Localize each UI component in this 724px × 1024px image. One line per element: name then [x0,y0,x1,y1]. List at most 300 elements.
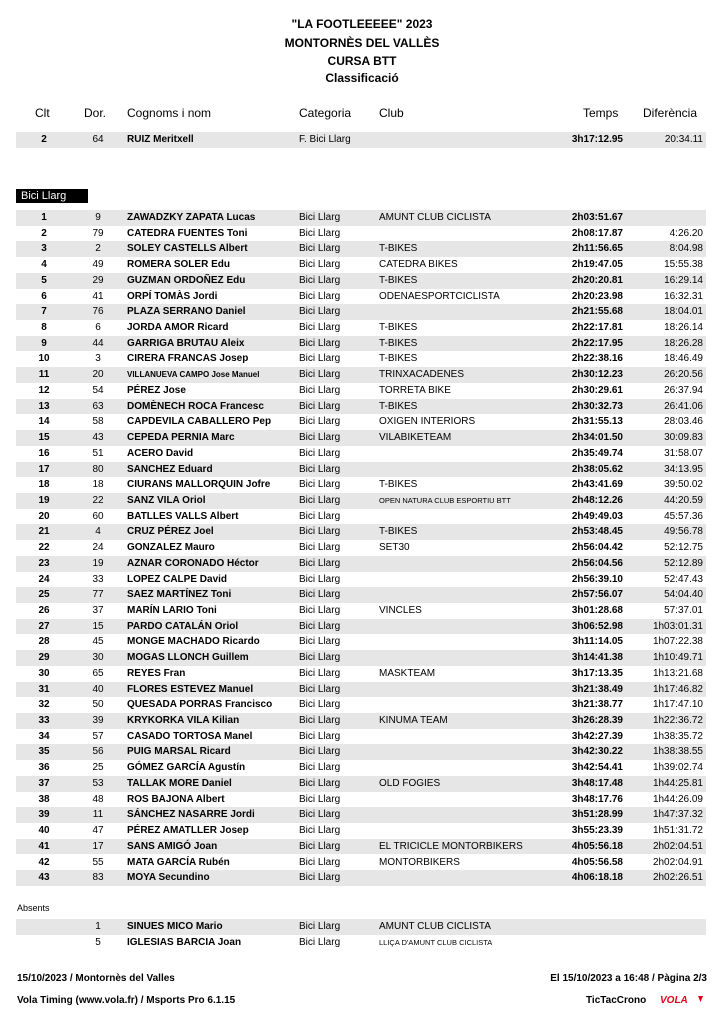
cell-diff: 45:57.36 [664,510,703,522]
cell-dor: 76 [92,306,104,318]
cell-name: GARRIGA BRUTAU Aleix [127,337,245,349]
cell-club: T-BIKES [379,243,418,255]
cell-dor: 4 [95,526,101,538]
section-label: Bici Llarg [16,189,88,203]
cell-dor: 29 [92,274,104,286]
cell-clt: 17 [38,463,50,475]
cell-clt: 26 [38,605,50,616]
cell-cat: Bici Llarg [299,416,341,428]
cell-time: 2h31:55.13 [571,416,623,428]
cell-club: VILABIKETEAM [379,432,452,444]
table-row [16,839,706,855]
cell-diff: 52:12.89 [664,557,703,569]
cell-cat: Bici Llarg [299,746,341,758]
cell-time: 2h22:17.95 [571,337,623,349]
table-row [16,807,706,823]
cell-time: 3h42:54.41 [571,762,623,774]
table-row [16,713,706,729]
cell-club: T-BIKES [379,353,418,365]
cell-cat: Bici Llarg [299,259,341,271]
cell-time: 2h19:47.05 [571,259,623,271]
cell-diff: 1h44:25.81 [652,777,703,789]
cell-diff: 49:56.78 [664,526,703,538]
cell-cat: Bici Llarg [299,400,341,412]
cell-cat: Bici Llarg [299,715,341,727]
cell-club: AMUNT CLUB CICLISTA [379,921,491,932]
cell-dor: 19 [92,557,104,569]
cell-time: 3h51:28.99 [571,809,623,821]
cell-dor: 56 [92,746,104,758]
cell-cat: Bici Llarg [299,762,341,774]
table-row [16,870,706,886]
cell-name: FLORES ESTEVEZ Manuel [127,683,254,695]
cell-diff: 28:03.46 [664,416,703,428]
cell-cat: Bici Llarg [299,589,341,601]
table-row [16,524,706,540]
cell-cat: Bici Llarg [299,384,341,396]
cell-time: 2h56:04.42 [571,542,623,554]
cell-time: 2h08:17.87 [571,227,623,239]
cell-time: 2h22:17.81 [571,322,623,334]
cell-time: 2h22:38.16 [571,353,623,365]
footer-software: Vola Timing (www.vola.fr) / Msports Pro 6.1.15 [17,995,236,1006]
cell-dor: 63 [92,400,104,412]
cell-time: 3h11:14.05 [572,636,623,648]
table-row [16,792,706,808]
cell-time: 2h20:20.81 [571,274,623,286]
cell-clt: 41 [38,840,50,852]
cell-club: T-BIKES [379,322,418,334]
cell-dor: 49 [92,259,104,271]
col-header-category: Categoria [299,106,352,120]
cell-club: LLIÇA D'AMUNT CLUB CICLISTA [379,937,493,947]
cell-diff: 1h07:22.38 [652,636,703,648]
cell-clt: 29 [38,652,50,664]
cell-clt: 21 [38,526,50,538]
cell-name: MATA GARCÍA Rubén [127,856,230,868]
table-row [16,744,706,760]
cell-name: ACERO David [127,447,194,459]
cell-cat: Bici Llarg [299,620,341,632]
table-row [16,462,706,478]
cell-cat: Bici Llarg [299,337,341,349]
cell-cat: F. Bici Llarg [299,134,351,145]
table-row [16,430,706,446]
cell-dor: 65 [92,667,104,679]
cell-name: CEPEDA PERNIA Marc [127,432,235,444]
absent-row [16,919,706,935]
cell-diff: 18:26.14 [664,322,703,334]
cell-dor: 58 [92,416,104,428]
cell-cat: Bici Llarg [299,921,341,932]
cell-diff: 15:55.38 [664,259,703,271]
cell-club: SET30 [379,542,410,554]
cell-name: IGLESIAS BARCIA Joan [127,936,242,948]
cell-time: 2h30:32.73 [571,400,623,412]
cell-cat: Bici Llarg [299,636,341,648]
cell-dor: 40 [92,683,104,695]
cell-time: 2h57:56.07 [571,589,623,601]
cell-time: 3h42:30.22 [571,746,623,758]
cell-dor: 33 [92,573,104,585]
cell-name: SANS AMIGÓ Joan [127,840,218,852]
cell-club: VINCLES [379,605,422,616]
cell-clt: 6 [41,290,47,302]
cell-cat: Bici Llarg [299,274,341,286]
cell-diff: 54:04.40 [664,589,703,601]
cell-clt: 20 [38,510,50,522]
cell-diff: 1h38:35.72 [652,730,703,742]
cell-diff: 31:58.07 [664,447,703,459]
cell-name: AZNAR CORONADO Héctor [127,557,259,569]
cell-dor: 64 [92,134,104,145]
table-row [16,446,706,462]
cell-name: SOLEY CASTELLS Albert [127,243,248,255]
cell-dor: 20 [92,369,104,381]
cell-cat: Bici Llarg [299,290,341,302]
cell-club: MONTORBIKERS [379,856,460,868]
cell-diff: 18:46.49 [664,353,703,365]
cell-time: 3h01:28.68 [571,605,623,616]
cell-club: EL TRICICLE MONTORBIKERS [379,840,523,852]
cell-clt: 28 [38,636,50,648]
cell-name: VILLANUEVA CAMPO Jose Manuel [127,370,260,380]
cell-time: 3h48:17.48 [571,777,623,789]
cell-dor: 39 [92,715,104,727]
cell-name: TALLAK MORE Daniel [127,777,232,789]
cell-clt: 22 [38,542,50,554]
cell-club: T-BIKES [379,337,418,349]
cell-cat: Bici Llarg [299,510,341,522]
cell-diff: 1h39:02.74 [652,762,703,774]
cell-cat: Bici Llarg [299,322,341,334]
cell-cat: Bici Llarg [299,243,341,255]
cell-cat: Bici Llarg [299,872,341,884]
cell-dor: 77 [92,589,104,601]
cell-clt: 31 [38,683,50,695]
cell-clt: 39 [38,809,50,821]
cell-clt: 2 [41,227,47,239]
cell-club: MASKTEAM [379,667,436,679]
cell-cat: Bici Llarg [299,777,341,789]
cell-name: PLAZA SERRANO Daniel [127,306,246,318]
cell-cat: Bici Llarg [299,463,341,475]
table-row [16,241,706,257]
table-row [16,210,706,226]
cell-dor: 11 [92,809,104,821]
cell-time: 3h17:12.95 [571,134,623,145]
cell-clt: 3 [41,243,47,255]
cell-cat: Bici Llarg [299,447,341,459]
cell-diff: 18:26.28 [664,337,703,349]
cell-name: CAPDEVILA CABALLERO Pep [127,416,272,428]
cell-dor: 48 [92,793,104,805]
cell-cat: Bici Llarg [299,840,341,852]
cell-dor: 43 [92,432,104,444]
table-row [16,556,706,572]
cell-diff: 1h17:46.82 [652,683,703,695]
cell-diff: 34:13.95 [664,463,703,475]
cell-clt: 14 [38,416,50,428]
cell-dor: 5 [95,936,101,948]
cell-clt: 4 [41,259,47,271]
cell-diff: 1h38:38.55 [652,746,703,758]
absents-label: Absents [17,903,50,913]
vola-logo [660,993,706,1006]
cell-dor: 24 [92,542,104,554]
cell-diff: 4:26.20 [669,227,703,239]
cell-time: 3h55:23.39 [571,825,623,837]
cell-time: 2h56:04.56 [571,557,623,569]
table-row [16,289,706,305]
table-row [16,257,706,273]
table-row [16,477,706,493]
cell-diff: 52:47.43 [664,573,703,585]
footer-page-info: El 15/10/2023 a 16:48 / Pàgina 2/3 [550,973,707,984]
cell-clt: 1 [41,212,47,223]
table-row [16,823,706,839]
cell-time: 3h14:41.38 [571,652,623,664]
cell-name: PÉREZ AMATLLER Josep [127,825,249,837]
cell-club: KINUMA TEAM [379,715,448,727]
cell-name: MOYA Secundino [127,872,210,884]
table-row [16,509,706,525]
cell-dor: 54 [92,384,104,396]
cell-name: SAEZ MARTÍNEZ Toni [127,589,232,601]
cell-club: T-BIKES [379,400,418,412]
cell-club: T-BIKES [379,526,418,538]
col-header-time: Temps [583,106,619,120]
cell-clt: 34 [38,730,50,742]
cell-club: TORRETA BIKE [379,384,451,396]
cell-dor: 50 [92,699,104,711]
table-row [16,776,706,792]
cell-name: SÁNCHEZ NASARRE Jordi [127,809,255,821]
cell-clt: 24 [38,573,50,585]
cell-name: MONGE MACHADO Ricardo [127,636,260,648]
table-row [16,367,706,383]
cell-club: CATEDRA BIKES [379,259,458,271]
cell-diff: 1h47:37.32 [652,809,703,821]
table-row [16,493,706,509]
cell-dor: 44 [92,337,104,349]
cell-cat: Bici Llarg [299,542,341,554]
cell-club: OLD FOGIES [379,777,441,789]
cell-cat: Bici Llarg [299,479,341,491]
cell-time: 2h35:49.74 [571,447,623,459]
cell-cat: Bici Llarg [299,683,341,695]
cell-time: 2h38:05.62 [571,463,623,475]
cell-time: 2h56:39.10 [571,573,623,585]
cell-name: QUESADA PORRAS Francisco [127,699,273,711]
table-row [16,304,706,320]
cell-name: PARDO CATALÁN Oriol [127,620,239,632]
footer-date-place: 15/10/2023 / Montornès del Valles [17,973,175,984]
cell-time: 3h42:27.39 [571,730,623,742]
cell-dor: 53 [92,777,104,789]
cell-diff: 30:09.83 [664,432,703,444]
cell-cat: Bici Llarg [299,809,341,821]
cell-diff: 57:37.01 [664,605,703,616]
cell-dor: 2 [95,243,101,255]
cell-diff: 1h17:47.10 [652,699,703,711]
cell-club: OPEN NATURA CLUB ESPORTIU BTT [379,495,511,505]
cell-time: 4h05:56.58 [571,856,623,868]
event-location: MONTORNÈS DEL VALLÈS [284,36,440,50]
cell-clt: 30 [38,667,50,679]
cell-time: 2h43:41.69 [571,479,623,491]
cell-diff: 16:29.14 [664,274,703,286]
cell-clt: 12 [38,384,50,396]
cell-diff: 39:50.02 [664,479,703,491]
cell-club: T-BIKES [379,274,418,286]
cell-diff: 2h02:04.91 [652,856,703,868]
cell-diff: 52:12.75 [664,542,703,554]
cell-cat: Bici Llarg [299,526,341,538]
cell-clt: 35 [38,746,50,758]
cell-cat: Bici Llarg [299,227,341,239]
cell-clt: 37 [38,777,50,789]
cell-name: ROS BAJONA Albert [127,793,225,805]
table-row [16,226,706,242]
cell-clt: 33 [38,715,50,727]
cell-name: CASADO TORTOSA Manel [127,730,253,742]
report-type: Classificació [325,71,399,85]
cell-dor: 25 [92,762,104,774]
cell-dor: 17 [92,840,104,852]
cell-dor: 18 [92,479,104,491]
cell-diff: 16:32.31 [664,290,703,302]
cell-clt: 2 [41,134,47,145]
table-row [16,320,706,336]
table-row [16,351,706,367]
cell-time: 3h06:52.98 [571,620,623,632]
table-row [16,729,706,745]
cell-clt: 5 [41,274,47,286]
cell-clt: 11 [38,369,50,381]
cell-dor: 9 [95,212,101,223]
cell-name: DOMÈNECH ROCA Francesc [127,400,264,412]
cell-cat: Bici Llarg [299,494,341,506]
cell-clt: 13 [38,400,50,412]
col-header-difference: Diferència [643,106,698,120]
cell-dor: 60 [92,510,104,522]
cell-clt: 38 [38,793,50,805]
table-row [16,650,706,666]
cell-clt: 42 [38,856,50,868]
cell-name: CIRERA FRANCAS Josep [127,353,249,365]
cell-cat: Bici Llarg [299,667,341,679]
cell-time: 2h30:29.61 [571,384,623,396]
cell-name: ZAWADZKY ZAPATA Lucas [127,212,256,223]
table-row [16,666,706,682]
cell-clt: 7 [41,306,47,318]
cell-cat: Bici Llarg [299,432,341,444]
cell-cat: Bici Llarg [299,212,341,223]
table-row [16,619,706,635]
cell-time: 2h49:49.03 [571,510,623,522]
table-row [16,273,706,289]
table-row [16,855,706,871]
cell-time: 2h20:23.98 [571,290,623,302]
cell-clt: 9 [41,337,47,349]
cell-clt: 15 [38,432,50,444]
cell-time: 2h03:51.67 [571,212,623,223]
cell-dor: 45 [92,636,104,648]
cell-diff: 44:20.59 [664,494,703,506]
cell-dor: 47 [92,825,104,837]
table-row [16,540,706,556]
cell-dor: 55 [92,856,104,868]
cell-diff: 1h10:49.71 [652,652,703,664]
cell-clt: 40 [38,825,50,837]
cell-name: KRYKORKA VILA Kilian [127,715,240,727]
cell-cat: Bici Llarg [299,730,341,742]
cell-name: ORPÍ TOMÀS Jordi [127,290,218,302]
cell-time: 2h53:48.45 [571,526,623,538]
cell-clt: 10 [38,353,50,365]
table-row [16,634,706,650]
table-row [16,587,706,603]
cell-name: CATEDRA FUENTES Toni [127,227,248,239]
cell-name: SANCHEZ Eduard [127,463,213,475]
cell-dor: 51 [92,447,104,459]
cell-cat: Bici Llarg [299,353,341,365]
cell-name: BATLLES VALLS Albert [127,510,239,522]
cell-clt: 25 [38,589,50,601]
cell-clt: 23 [38,557,50,569]
cell-cat: Bici Llarg [299,605,341,616]
cell-club: OXIGEN INTERIORS [379,416,476,428]
cell-time: 3h26:28.39 [571,715,623,727]
col-header-clt: Clt [35,106,50,120]
col-header-club: Club [379,106,404,120]
cell-name: RUIZ Meritxell [127,134,194,145]
cell-clt: 43 [38,872,50,884]
cell-cat: Bici Llarg [299,652,341,664]
cell-diff: 20:34.11 [664,134,703,145]
footer-brand: TicTacCrono [586,995,647,1006]
cell-name: SINUES MICO Mario [127,921,223,932]
vola-logo-text: VOLA [660,995,688,1006]
cell-dor: 80 [92,463,104,475]
cell-diff: 1h03:01.31 [652,620,703,632]
cell-dor: 6 [95,322,101,334]
cell-name: CIURANS MALLORQUIN Jofre [127,479,271,491]
vola-logo-mark [698,996,703,1002]
event-title: "LA FOOTLEEEEE" 2023 [291,17,433,31]
cell-time: 3h48:17.76 [571,793,623,805]
cell-time: 3h21:38.77 [571,699,623,711]
cell-cat: Bici Llarg [299,856,341,868]
cell-name: SANZ VILA Oriol [127,494,206,506]
table-row [16,603,706,619]
cell-cat: Bici Llarg [299,306,341,318]
cell-clt: 36 [38,762,50,774]
cell-club: ODENAESPORTCICLISTA [379,290,500,302]
cell-dor: 37 [92,605,104,616]
cell-time: 3h21:38.49 [571,683,623,695]
table-row [16,414,706,430]
cell-name: GUZMAN ORDOÑEZ Edu [127,274,246,286]
table-row [16,760,706,776]
cell-diff: 2h02:04.51 [652,840,703,852]
cell-diff: 26:37.94 [664,384,703,396]
cell-dor: 22 [92,494,104,506]
cell-time: 2h11:56.65 [572,243,623,255]
cell-cat: Bici Llarg [299,793,341,805]
cell-diff: 2h02:26.51 [652,872,703,884]
